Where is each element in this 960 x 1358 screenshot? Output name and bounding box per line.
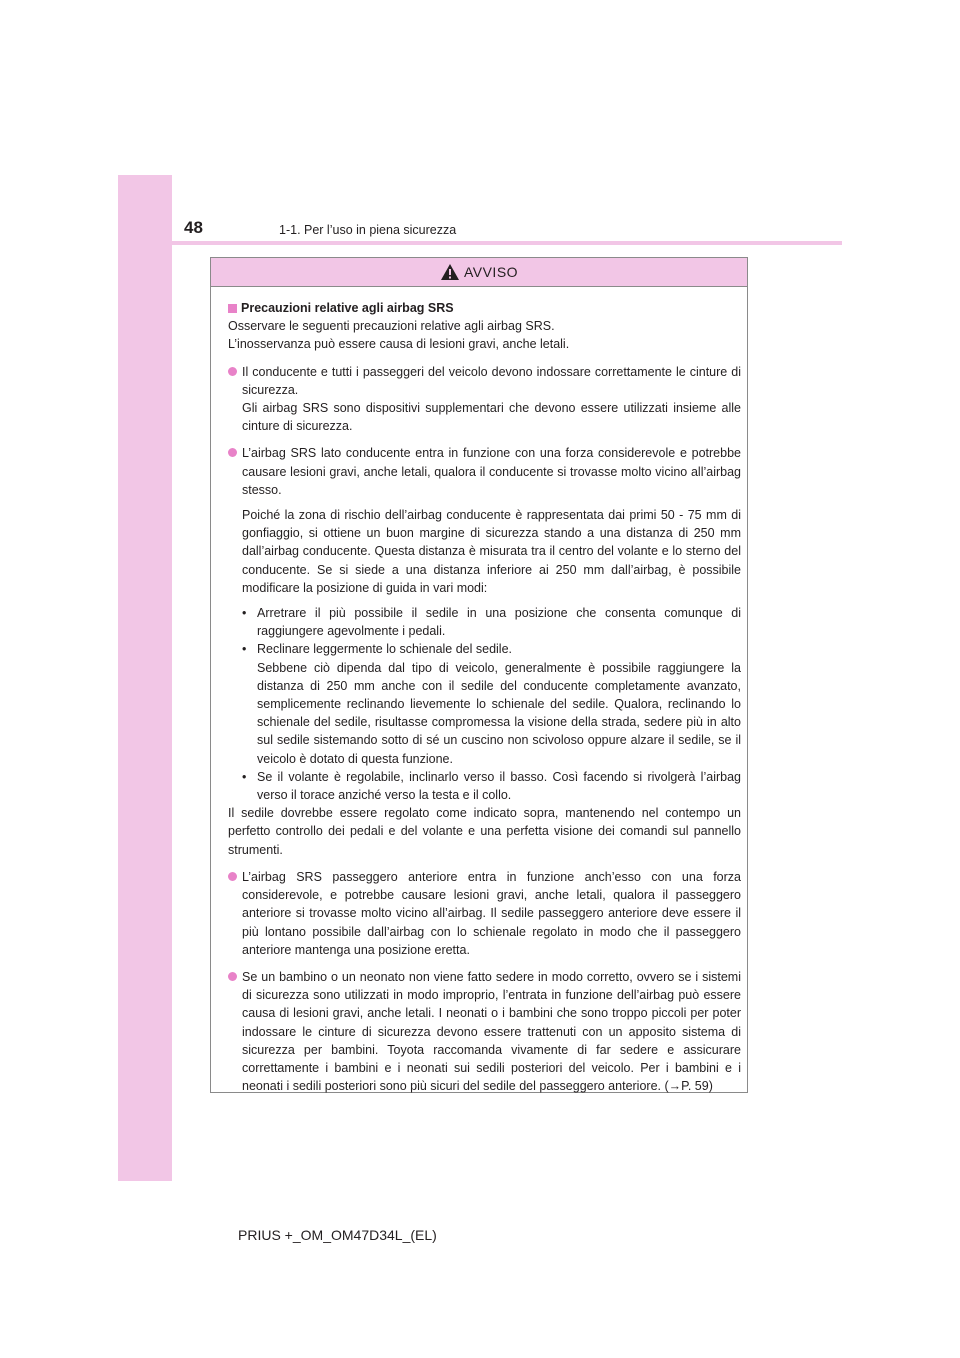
header-rule bbox=[118, 241, 842, 245]
bullet-dot-icon bbox=[228, 367, 237, 376]
sub-item-text: Se il volante è regolabile, inclinarlo verso il basso. Così facendo si rivolgerà l’airbag verso il torace anziché verso la testa e il collo. bbox=[257, 769, 741, 803]
sub-item-text: Reclinare leggermente lo schienale del sedile. bbox=[257, 642, 513, 657]
bullet-paragraph: L’airbag SRS passeggero anteriore entra in funzione anch’esso con una forza considerevole, e potrebbe causare lesioni gravi, anche letali, qualora il passeggero anteriore si trovasse molto vicino all’airbag. Il sedile passeggero anteriore deve essere il più lontano possibile dall’airbag con lo schienale regolato in modo che il passeggero anteriore mantenga una posizione eretta. bbox=[242, 869, 741, 957]
warning-box bbox=[210, 257, 748, 1093]
sub-bullet-mark: • bbox=[242, 606, 247, 621]
section-title: Precauzioni relative agli airbag SRS bbox=[241, 301, 454, 315]
bullet-item bbox=[228, 968, 741, 1095]
warning-label: AVVISO bbox=[463, 264, 519, 280]
sub-list-item bbox=[242, 604, 741, 640]
after-list-paragraph: Il sedile dovrebbe essere regolato come indicato sopra, mantenendo nel contempo un perfetto controllo dei pedali e del volante e una perfetta visione dei comandi sul pannello strumenti. bbox=[228, 806, 741, 857]
bullet-paragraph: Il conducente e tutti i passeggeri del veicolo devono indossare correttamente le cinture di sicurezza. bbox=[242, 364, 741, 397]
bullet-dot-icon bbox=[228, 872, 237, 881]
warning-body bbox=[211, 287, 747, 1095]
page-number: 48 bbox=[184, 218, 203, 237]
bullet-dot-icon bbox=[228, 972, 237, 981]
sub-item-text: Arretrare il più possibile il sedile in una posizione che consenta comunque di raggiungere agevolmente i pedali. bbox=[257, 606, 741, 639]
bullet-paragraph: Poiché la zona di rischio dell’airbag conducente è rappresentata dai primi 50 - 75 mm di gonfiaggio, si ottiene un buon margine di sicurezza stando a una distanza di 250 mm dall’airbag conducente. Questa distanza è misurata tra il centro del volante e lo sterno del conducente. Se si siede a una distanza inferiore ai 250 mm dall’airbag, è possibile modificare la posizione di guida in vari modi: bbox=[242, 508, 741, 595]
bullet-item bbox=[228, 868, 741, 959]
chapter-title: 1-1. Per l’uso in piena sicurezza bbox=[279, 223, 457, 237]
section-square-icon bbox=[228, 304, 237, 313]
bullet-paragraph: Se un bambino o un neonato non viene fatto sedere in modo corretto, ovvero se i sistemi di sicurezza sono utilizzati in modo improprio, l’entrata in funzione dell’airbag può essere causa di lesioni gravi, anche letali. I neonati o i bambini che sono troppo piccoli per poter indossare le cinture di sicurezza devono essere trattenuti con un apposito sistema di sicurezza per bambini. Toyota raccomanda vivamente di far sedere e assicurare correttamente i bambini e i neonati sui sedili posteriori del veicolo. Per i bambini e i neonati i sedili posteriori sono più sicuri del sedile del passeggero anteriore. (→P. 59) bbox=[242, 969, 741, 1094]
warning-triangle-icon bbox=[440, 263, 460, 281]
sub-bullet-mark: • bbox=[242, 769, 247, 784]
warning-header bbox=[211, 258, 747, 287]
sub-list-item bbox=[242, 640, 741, 767]
bullet-dot-icon bbox=[228, 448, 237, 457]
sub-bullet-mark: • bbox=[242, 642, 247, 657]
bullet-paragraph: L’airbag SRS lato conducente entra in funzione con una forza considerevole e potrebbe causare lesioni gravi, anche letali, qualora il conducente si trovasse molto vicino all’airbag stesso. bbox=[242, 446, 741, 497]
bullet-item bbox=[228, 363, 741, 436]
intro-line-1: Osservare le seguenti precauzioni relative agli airbag SRS. bbox=[228, 319, 555, 334]
document-code: PRIUS +_OM_OM47D34L_(EL) bbox=[238, 1227, 437, 1243]
sub-list-item bbox=[242, 768, 741, 804]
sub-item-detail: Sebbene ciò dipenda dal tipo di veicolo, generalmente è possibile raggiungere la distanza di 250 mm anche con il sedile del conducente completamente avanzato, semplicemente reclinando lievemente lo schienale del sedile. Qualora, reclinando lo schienale del sedile, risultasse compromessa la visione della strada, sedere più in alto sul sedile sistemando sotto di sé un cuscino non scivoloso oppure alzare il sedile, se il veicolo è dotato di questa funzione. bbox=[257, 660, 741, 766]
bullet-paragraph: Gli airbag SRS sono dispositivi supplementari che devono essere utilizzati insieme alle cinture di sicurezza. bbox=[242, 401, 741, 434]
side-color-band bbox=[118, 175, 172, 1181]
bullet-item bbox=[228, 444, 741, 804]
section-heading bbox=[228, 299, 741, 317]
intro-line-2: L’inosservanza può essere causa di lesioni gravi, anche letali. bbox=[228, 337, 570, 352]
sub-list bbox=[242, 604, 741, 804]
